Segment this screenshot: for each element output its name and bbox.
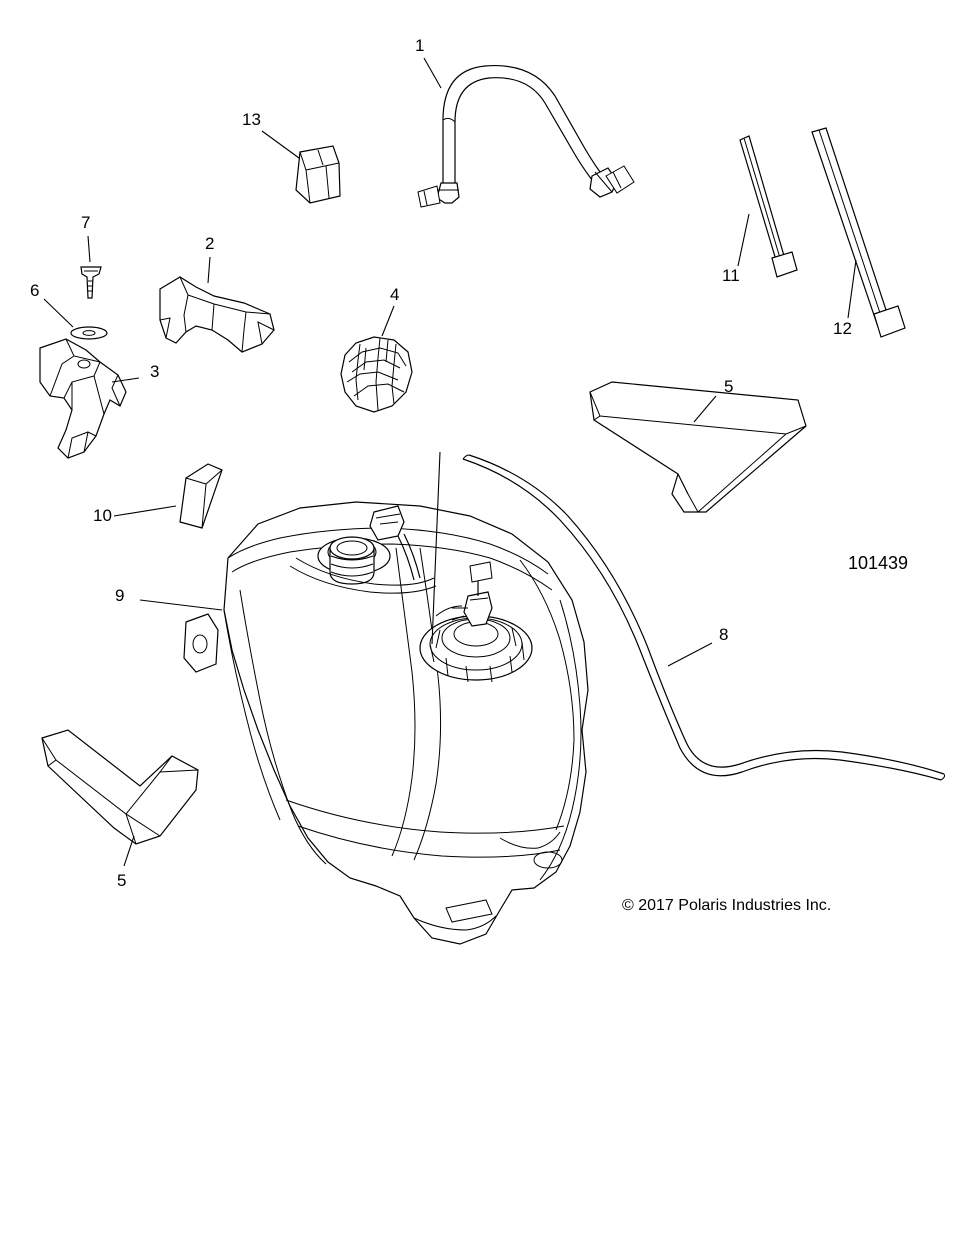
part-2-bracket xyxy=(160,277,274,352)
callout-3: 3 xyxy=(150,362,160,381)
callout-13: 13 xyxy=(242,110,261,129)
part-9-fuel-tank xyxy=(184,502,588,944)
callout-5-upper: 5 xyxy=(724,377,734,396)
leader-13 xyxy=(262,131,299,158)
part-5-foam-pad-lower xyxy=(42,730,198,844)
callout-7: 7 xyxy=(81,213,91,232)
copyright-notice: © 2017 Polaris Industries Inc. xyxy=(622,897,832,914)
part-11-tie-strap xyxy=(740,136,797,277)
part-7-screw xyxy=(81,267,101,298)
leader-6 xyxy=(44,299,73,327)
part-5-foam-pad-upper xyxy=(590,382,806,512)
leader-8 xyxy=(668,643,712,666)
leader-4 xyxy=(382,306,394,336)
callout-11: 11 xyxy=(722,266,740,285)
leader-10 xyxy=(114,506,176,516)
part-13-clip xyxy=(296,146,340,203)
callout-8: 8 xyxy=(719,625,729,644)
leader-1 xyxy=(424,58,441,88)
callout-10: 10 xyxy=(93,506,112,525)
leader-7 xyxy=(88,236,90,262)
callout-1: 1 xyxy=(415,36,425,55)
callout-2: 2 xyxy=(205,234,215,253)
part-12-tie-strap xyxy=(812,128,905,337)
leader-12 xyxy=(848,260,856,318)
callout-9: 9 xyxy=(115,586,125,605)
callout-12: 12 xyxy=(833,319,852,338)
part-6-washer xyxy=(71,327,107,339)
part-1-vent-hose xyxy=(418,66,634,207)
part-3-mount-bracket xyxy=(40,339,126,458)
callout-4: 4 xyxy=(390,285,400,304)
callout-5-lower: 5 xyxy=(117,871,127,890)
part-10-pad xyxy=(180,464,222,528)
leader-11 xyxy=(738,214,749,266)
diagram-id: 101439 xyxy=(848,553,909,573)
part-4-fuel-cap xyxy=(341,337,412,412)
leader-2 xyxy=(208,257,210,283)
leader-5-lower xyxy=(124,836,134,866)
callout-6: 6 xyxy=(30,281,40,300)
leader-9 xyxy=(140,600,222,610)
